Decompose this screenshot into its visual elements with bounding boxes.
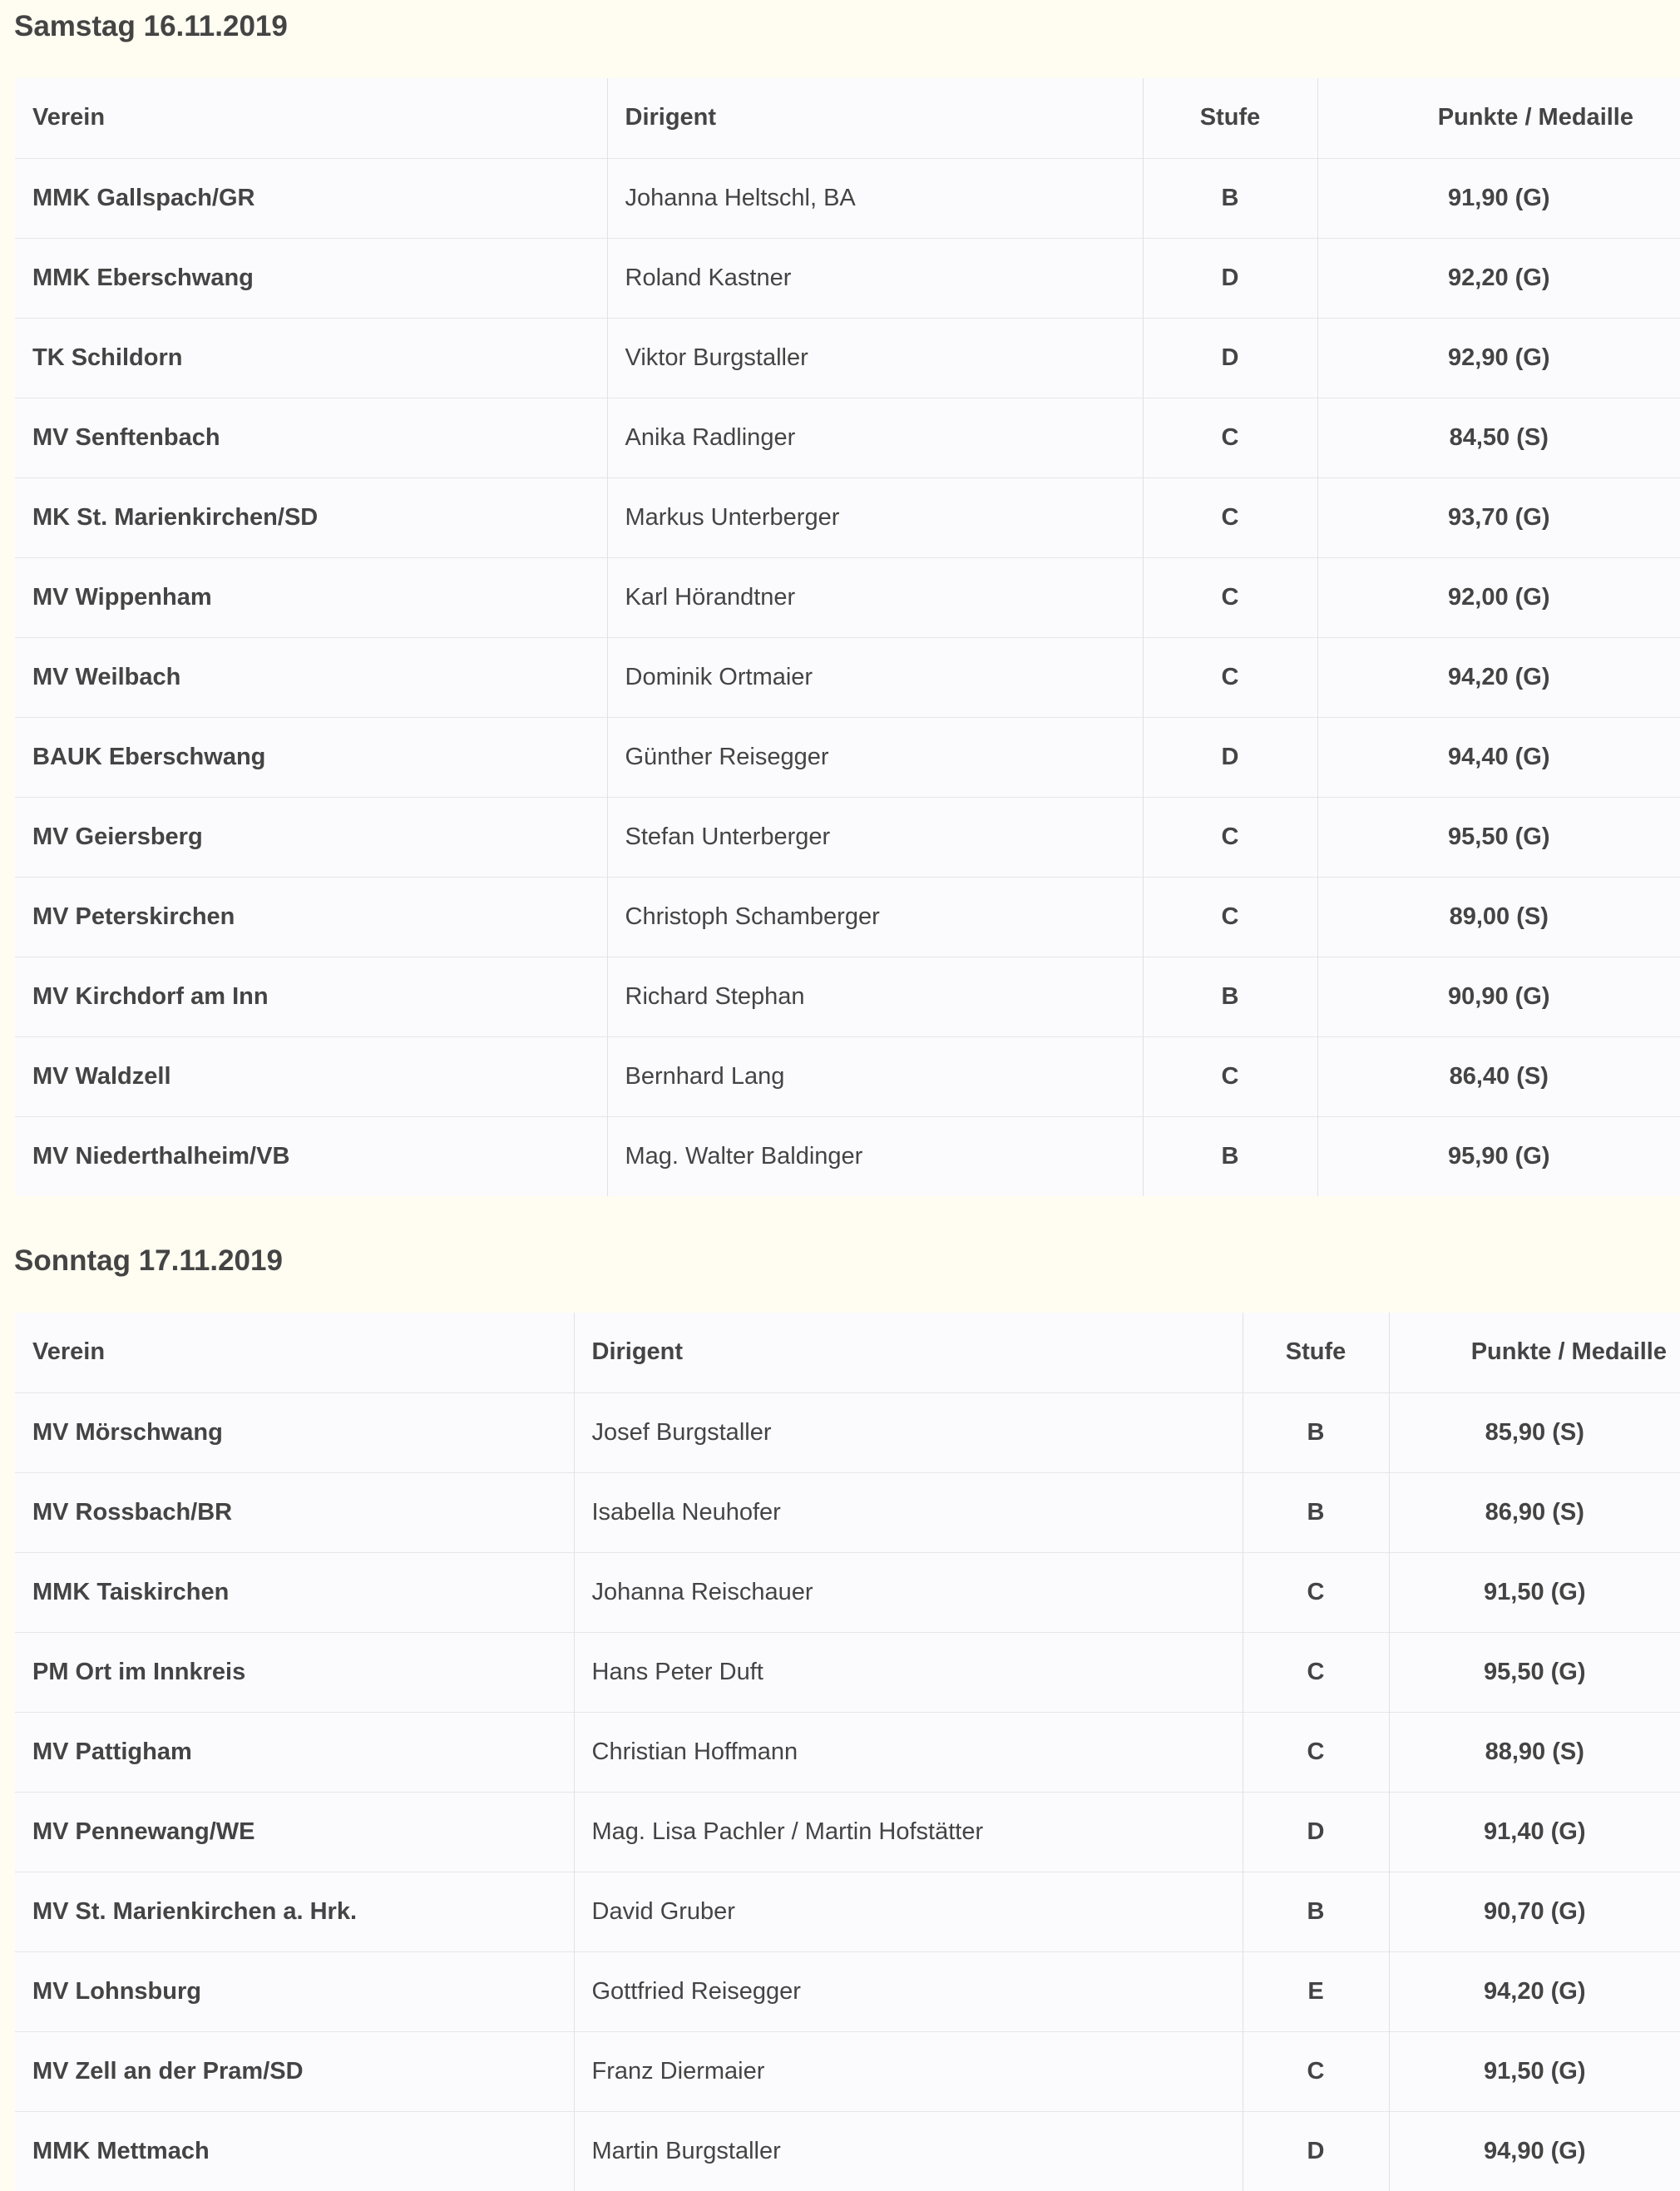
punkte-cell: 90,70 (G): [1389, 1872, 1680, 1951]
verein-cell: MV Mörschwang: [15, 1392, 574, 1472]
table-row: [15, 557, 1680, 637]
dirigent-cell: Gottfried Reisegger: [574, 1951, 1243, 2031]
stufe-cell: C: [1243, 2031, 1389, 2111]
verein-cell: MV St. Marienkirchen a. Hrk.: [15, 1872, 574, 1951]
table-row: [15, 957, 1680, 1036]
punkte-cell: 94,40 (G): [1317, 717, 1680, 797]
punkte-cell: 84,50 (S): [1317, 398, 1680, 477]
verein-cell: MV Niederthalheim/VB: [15, 1116, 607, 1196]
verein-cell: MV Kirchdorf am Inn: [15, 957, 607, 1036]
verein-cell: MMK Gallspach/GR: [15, 158, 607, 238]
punkte-cell: 91,40 (G): [1389, 1792, 1680, 1872]
day-heading-saturday: Samstag 16.11.2019: [14, 10, 288, 42]
punkte-cell: 95,90 (G): [1317, 1116, 1680, 1196]
table-body: [15, 158, 1680, 1196]
punkte-cell: 95,50 (G): [1389, 1632, 1680, 1712]
dirigent-cell: Josef Burgstaller: [574, 1392, 1243, 1472]
dirigent-cell: David Gruber: [574, 1872, 1243, 1951]
dirigent-cell: Richard Stephan: [607, 957, 1143, 1036]
table-row: [15, 1472, 1680, 1552]
dirigent-cell: Dominik Ortmaier: [607, 637, 1143, 717]
verein-cell: MV Geiersberg: [15, 797, 607, 877]
dirigent-cell: Christian Hoffmann: [574, 1712, 1243, 1792]
verein-cell: MV Pennewang/WE: [15, 1792, 574, 1872]
stufe-cell: C: [1143, 877, 1317, 957]
punkte-cell: 92,20 (G): [1317, 238, 1680, 318]
stufe-cell: C: [1143, 477, 1317, 557]
dirigent-cell: Johanna Reischauer: [574, 1552, 1243, 1632]
stufe-cell: C: [1143, 637, 1317, 717]
table-header-row: [15, 1313, 1680, 1392]
table-row: [15, 877, 1680, 957]
verein-cell: BAUK Eberschwang: [15, 717, 607, 797]
dirigent-cell: Franz Diermaier: [574, 2031, 1243, 2111]
verein-cell: MMK Taiskirchen: [15, 1552, 574, 1632]
verein-cell: MV Peterskirchen: [15, 877, 607, 957]
results-table-saturday: [15, 78, 1680, 1196]
stufe-cell: D: [1243, 1792, 1389, 1872]
punkte-cell: 91,90 (G): [1317, 158, 1680, 238]
verein-cell: MV Lohnsburg: [15, 1951, 574, 2031]
stufe-cell: C: [1143, 797, 1317, 877]
dirigent-cell: Stefan Unterberger: [607, 797, 1143, 877]
dirigent-cell: Isabella Neuhofer: [574, 1472, 1243, 1552]
table-row: [15, 1872, 1680, 1951]
punkte-cell: 91,50 (G): [1389, 2031, 1680, 2111]
table-row: [15, 158, 1680, 238]
table-row: [15, 238, 1680, 318]
punkte-cell: 91,50 (G): [1389, 1552, 1680, 1632]
verein-cell: MMK Mettmach: [15, 2111, 574, 2191]
table-row: [15, 2111, 1680, 2191]
table-row: [15, 797, 1680, 877]
punkte-cell: 88,90 (S): [1389, 1712, 1680, 1792]
column-header-stufe: Stufe: [1243, 1313, 1389, 1392]
table-row: [15, 1116, 1680, 1196]
punkte-cell: 92,00 (G): [1317, 557, 1680, 637]
punkte-cell: 86,90 (S): [1389, 1472, 1680, 1552]
table-row: [15, 1552, 1680, 1632]
punkte-cell: 94,20 (G): [1389, 1951, 1680, 2031]
verein-cell: MMK Eberschwang: [15, 238, 607, 318]
stufe-cell: B: [1243, 1472, 1389, 1552]
stufe-cell: D: [1143, 238, 1317, 318]
dirigent-cell: Johanna Heltschl, BA: [607, 158, 1143, 238]
stufe-cell: C: [1143, 1036, 1317, 1116]
table-row: [15, 2031, 1680, 2111]
table-row: [15, 398, 1680, 477]
table-row: [15, 1392, 1680, 1472]
column-header-punkte: Punkte / Medaille: [1317, 78, 1680, 158]
stufe-cell: C: [1243, 1632, 1389, 1712]
dirigent-cell: Roland Kastner: [607, 238, 1143, 318]
stufe-cell: D: [1143, 717, 1317, 797]
column-header-stufe: Stufe: [1143, 78, 1317, 158]
verein-cell: TK Schildorn: [15, 318, 607, 398]
dirigent-cell: Günther Reisegger: [607, 717, 1143, 797]
column-header-verein: Verein: [32, 104, 106, 131]
table-row: [15, 477, 1680, 557]
stufe-cell: B: [1143, 158, 1317, 238]
punkte-cell: 94,90 (G): [1389, 2111, 1680, 2191]
dirigent-cell: Christoph Schamberger: [607, 877, 1143, 957]
table-header-row: [15, 78, 1680, 158]
stufe-cell: C: [1143, 398, 1317, 477]
dirigent-cell: Hans Peter Duft: [574, 1632, 1243, 1712]
punkte-cell: 90,90 (G): [1317, 957, 1680, 1036]
dirigent-cell: Mag. Lisa Pachler / Martin Hofstätter: [574, 1792, 1243, 1872]
day-heading-sunday: Sonntag 17.11.2019: [14, 1244, 283, 1277]
punkte-cell: 89,00 (S): [1317, 877, 1680, 957]
column-header-dirigent: Dirigent: [574, 1313, 1243, 1392]
dirigent-cell: Anika Radlinger: [607, 398, 1143, 477]
table-row: [15, 717, 1680, 797]
table-row: [15, 1036, 1680, 1116]
punkte-cell: 95,50 (G): [1317, 797, 1680, 877]
table-row: [15, 1951, 1680, 2031]
table-row: [15, 1632, 1680, 1712]
table-row: [15, 637, 1680, 717]
punkte-cell: 92,90 (G): [1317, 318, 1680, 398]
stufe-cell: D: [1143, 318, 1317, 398]
verein-cell: PM Ort im Innkreis: [15, 1632, 574, 1712]
punkte-cell: 86,40 (S): [1317, 1036, 1680, 1116]
stufe-cell: D: [1243, 2111, 1389, 2191]
verein-cell: MV Waldzell: [15, 1036, 607, 1116]
verein-cell: MV Zell an der Pram/SD: [15, 2031, 574, 2111]
verein-cell: MV Weilbach: [15, 637, 607, 717]
stufe-cell: B: [1143, 1116, 1317, 1196]
stufe-cell: C: [1243, 1552, 1389, 1632]
stufe-cell: B: [1243, 1392, 1389, 1472]
column-header-verein: Verein: [32, 1338, 106, 1366]
table-row: [15, 1792, 1680, 1872]
column-header-punkte: Punkte / Medaille: [1389, 1313, 1680, 1392]
verein-cell: MK St. Marienkirchen/SD: [15, 477, 607, 557]
dirigent-cell: Mag. Walter Baldinger: [607, 1116, 1143, 1196]
table-body: [15, 1392, 1680, 2191]
dirigent-cell: Karl Hörandtner: [607, 557, 1143, 637]
stufe-cell: E: [1243, 1951, 1389, 2031]
dirigent-cell: Markus Unterberger: [607, 477, 1143, 557]
table-row: [15, 318, 1680, 398]
stufe-cell: C: [1243, 1712, 1389, 1792]
verein-cell: MV Wippenham: [15, 557, 607, 637]
punkte-cell: 85,90 (S): [1389, 1392, 1680, 1472]
stufe-cell: C: [1143, 557, 1317, 637]
dirigent-cell: Bernhard Lang: [607, 1036, 1143, 1116]
verein-cell: MV Rossbach/BR: [15, 1472, 574, 1552]
verein-cell: MV Senftenbach: [15, 398, 607, 477]
verein-cell: MV Pattigham: [15, 1712, 574, 1792]
dirigent-cell: Martin Burgstaller: [574, 2111, 1243, 2191]
table-row: [15, 1712, 1680, 1792]
column-header-dirigent: Dirigent: [607, 78, 1143, 158]
punkte-cell: 93,70 (G): [1317, 477, 1680, 557]
punkte-cell: 94,20 (G): [1317, 637, 1680, 717]
dirigent-cell: Viktor Burgstaller: [607, 318, 1143, 398]
stufe-cell: B: [1143, 957, 1317, 1036]
stufe-cell: B: [1243, 1872, 1389, 1951]
results-table-sunday: [15, 1313, 1680, 2191]
